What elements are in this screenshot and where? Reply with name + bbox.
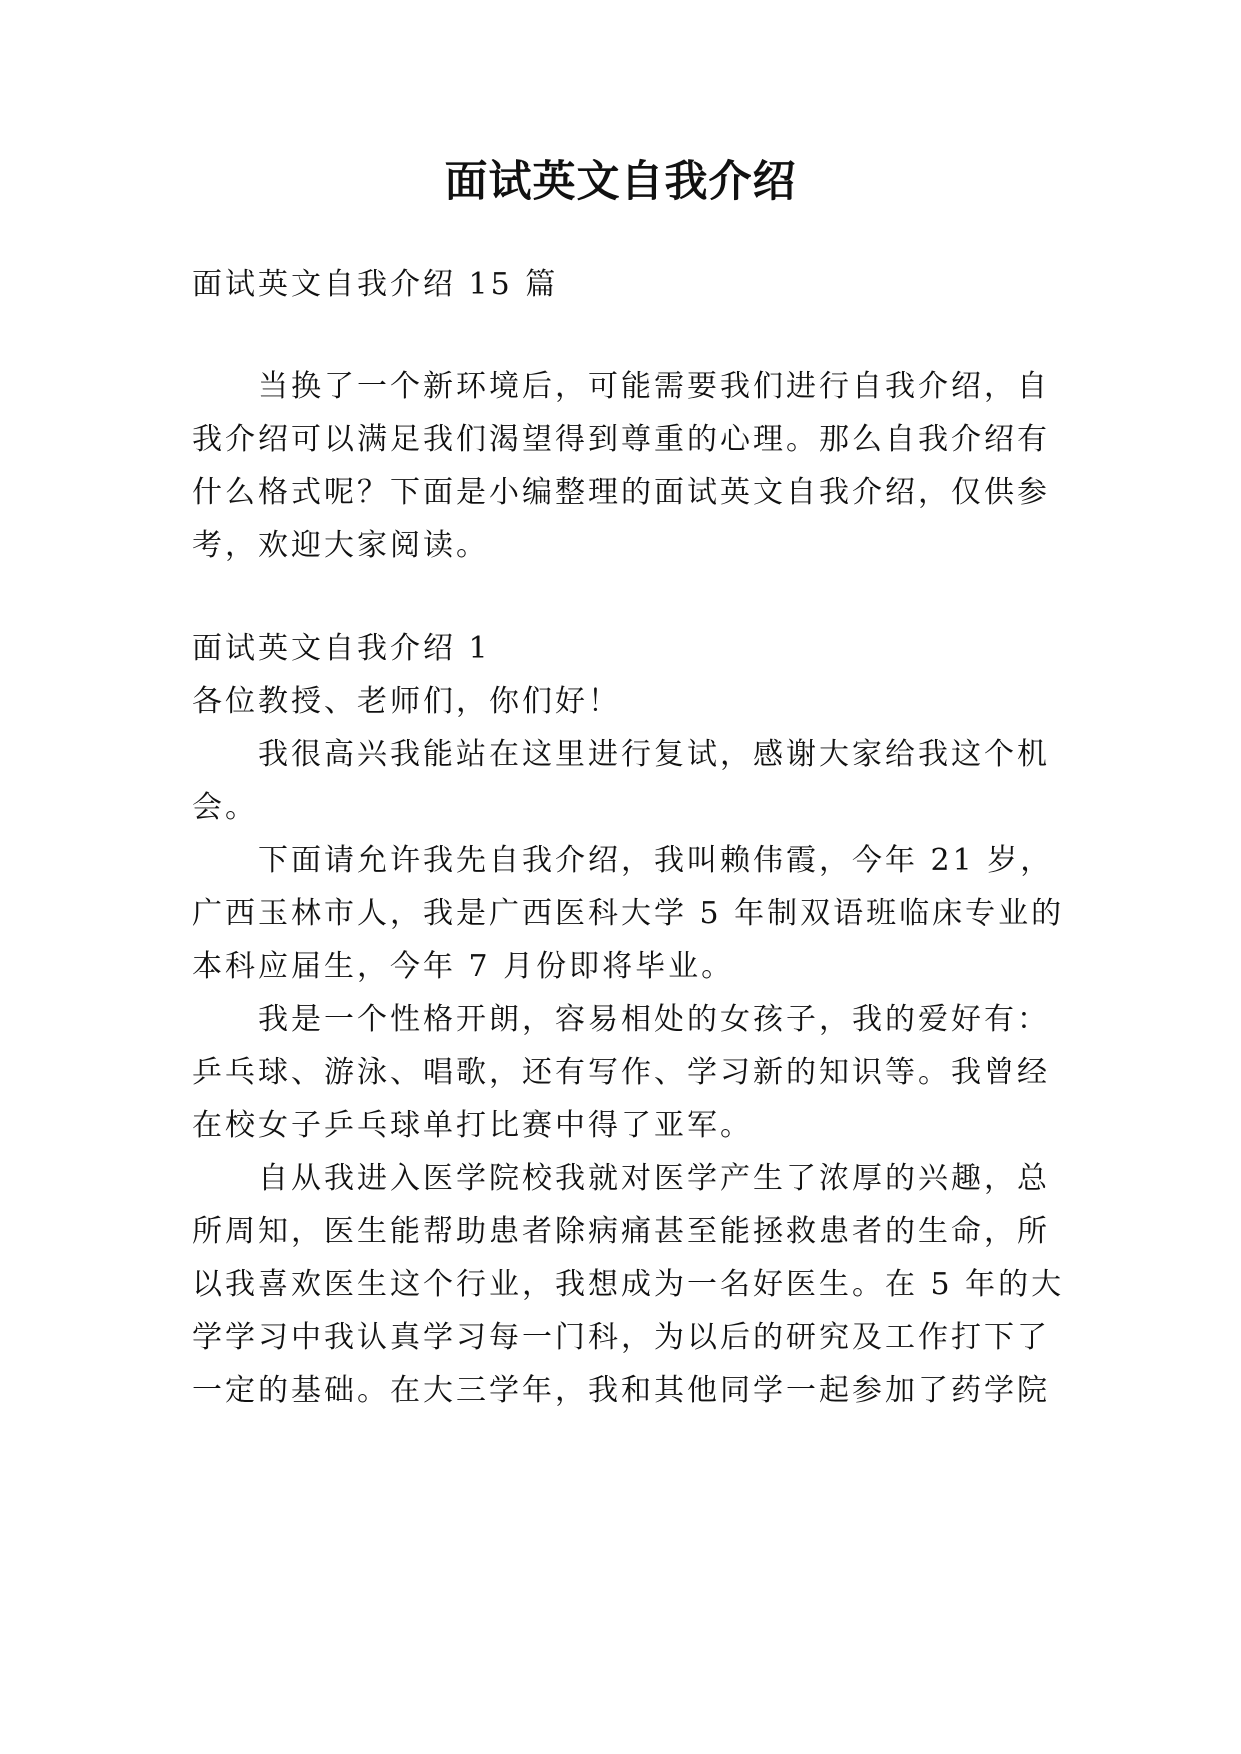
section-heading: 面试英文自我介绍 1: [192, 631, 491, 666]
intro-line: 什么格式呢？下面是小编整理的面试英文自我介绍，仅供参: [192, 475, 1050, 510]
body-line: 在校女子乒乓球单打比赛中得了亚军。: [192, 1108, 753, 1143]
body-line: 下面请允许我先自我介绍，我叫赖伟霞，今年 21 岁，: [258, 843, 1054, 878]
body-line: 我是一个性格开朗，容易相处的女孩子，我的爱好有：: [258, 1002, 1050, 1037]
body-line: 学学习中我认真学习每一门科，为以后的研究及工作打下了: [192, 1320, 1050, 1355]
intro-line: 我介绍可以满足我们渴望得到尊重的心理。那么自我介绍有: [192, 422, 1050, 457]
body-line: 我很高兴我能站在这里进行复试，感谢大家给我这个机: [258, 737, 1050, 772]
greeting: 各位教授、老师们，你们好！: [192, 684, 621, 719]
body-line: 所周知，医生能帮助患者除病痛甚至能拯救患者的生命，所: [192, 1214, 1050, 1249]
document-subtitle: 面试英文自我介绍 15 篇: [192, 267, 559, 302]
body-line: 一定的基础。在大三学年，我和其他同学一起参加了药学院: [192, 1373, 1050, 1408]
document-title: 面试英文自我介绍: [444, 157, 797, 207]
body-line: 自从我进入医学院校我就对医学产生了浓厚的兴趣，总: [258, 1161, 1050, 1196]
body-line: 乒乓球、游泳、唱歌，还有写作、学习新的知识等。我曾经: [192, 1055, 1050, 1090]
intro-line: 考，欢迎大家阅读。: [192, 528, 489, 563]
intro-line: 当换了一个新环境后，可能需要我们进行自我介绍，自: [258, 369, 1050, 404]
body-line: 本科应届生，今年 7 月份即将毕业。: [192, 949, 735, 984]
body-line: 以我喜欢医生这个行业，我想成为一名好医生。在 5 年的大: [192, 1267, 1065, 1302]
body-line: 广西玉林市人，我是广西医科大学 5 年制双语班临床专业的: [192, 896, 1065, 931]
body-line: 会。: [192, 790, 258, 825]
